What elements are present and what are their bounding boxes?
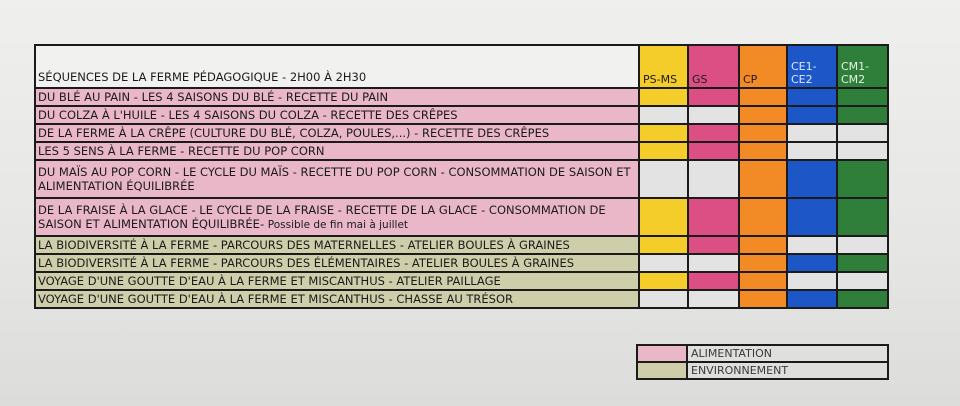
level-cell-ce1-ce2	[787, 160, 837, 198]
level-cell-gs	[688, 88, 739, 106]
table-row	[35, 160, 888, 198]
legend-label-alimentation: ALIMENTATION	[687, 345, 888, 362]
table-row	[35, 290, 888, 308]
level-cell-cm1-cm2	[837, 290, 888, 308]
level-cell-ps-ms	[639, 272, 688, 290]
level-cell-cp	[739, 88, 787, 106]
level-cell-ps-ms	[639, 236, 688, 254]
sequence-label	[35, 160, 639, 198]
table-row	[35, 236, 888, 254]
level-cell-ce1-ce2	[787, 254, 837, 272]
level-cell-ce1-ce2	[787, 124, 837, 142]
level-cell-gs	[688, 198, 739, 236]
sequence-note: Possible de fin mai à juillet	[267, 218, 409, 231]
table-row	[35, 254, 888, 272]
sequence-title: DU COLZA À L'HUILE - LES 4 SAISONS DU COLZA - RECETTE DES CRÊPES	[38, 108, 458, 122]
sequence-title: LA BIODIVERSITÉ À LA FERME - PARCOURS DES ÉLÉMENTAIRES - ATELIER BOULES À GRAINES	[38, 256, 575, 270]
level-cell-gs	[688, 106, 739, 124]
table-row	[35, 272, 888, 290]
level-cell-cp	[739, 272, 787, 290]
level-cell-ps-ms	[639, 198, 688, 236]
level-cell-gs	[688, 124, 739, 142]
level-cell-cp	[739, 254, 787, 272]
legend-row	[637, 345, 888, 362]
sequence-label	[35, 290, 639, 308]
level-cell-cp	[739, 124, 787, 142]
table-row	[35, 142, 888, 160]
level-cell-gs	[688, 160, 739, 198]
level-cell-cm1-cm2	[837, 254, 888, 272]
level-cell-ce1-ce2	[787, 290, 837, 308]
level-cell-ce1-ce2	[787, 142, 837, 160]
table-row	[35, 106, 888, 124]
sequence-label	[35, 198, 639, 236]
level-header-gs: GS	[688, 45, 739, 88]
level-cell-cp	[739, 290, 787, 308]
level-header-ce1-ce2: CE1- CE2	[787, 45, 837, 88]
sequence-label	[35, 124, 639, 142]
legend-swatch-alimentation	[637, 345, 687, 362]
sequence-title: DE LA FRAISE À LA GLACE - LE CYCLE DE LA FRAISE - RECETTE DE LA GLACE - CONSOMMATION DE SAISON ET ALIMENTATION ÉQUILIBRÉE-	[38, 202, 606, 231]
level-cell-ce1-ce2	[787, 236, 837, 254]
level-cell-ps-ms	[639, 106, 688, 124]
sequence-label	[35, 254, 639, 272]
level-cell-cm1-cm2	[837, 160, 888, 198]
sequence-title: VOYAGE D'UNE GOUTTE D'EAU À LA FERME ET MISCANTHUS - ATELIER PAILLAGE	[38, 274, 501, 288]
level-cell-cp	[739, 198, 787, 236]
level-cell-ps-ms	[639, 124, 688, 142]
sequence-title: LA BIODIVERSITÉ À LA FERME - PARCOURS DES MATERNELLES - ATELIER BOULES À GRAINES	[38, 238, 570, 252]
level-cell-ce1-ce2	[787, 88, 837, 106]
level-header-ps-ms: PS-MS	[639, 45, 688, 88]
level-cell-cm1-cm2	[837, 124, 888, 142]
legend-label-environnement: ENVIRONNEMENT	[687, 362, 888, 379]
table-row	[35, 88, 888, 106]
sequence-label	[35, 88, 639, 106]
level-cell-cm1-cm2	[837, 236, 888, 254]
sequence-title: DE LA FERME À LA CRÊPE (CULTURE DU BLÉ, COLZA, POULES,...) - RECETTE DES CRÊPES	[38, 126, 550, 140]
sequence-label	[35, 272, 639, 290]
level-cell-cp	[739, 160, 787, 198]
level-cell-gs	[688, 236, 739, 254]
sequences-table	[34, 44, 889, 309]
level-cell-ps-ms	[639, 254, 688, 272]
sequence-title: VOYAGE D'UNE GOUTTE D'EAU À LA FERME ET MISCANTHUS - CHASSE AU TRÉSOR	[38, 292, 514, 306]
legend-table	[636, 344, 889, 380]
level-cell-gs	[688, 142, 739, 160]
level-cell-cm1-cm2	[837, 272, 888, 290]
level-cell-cp	[739, 106, 787, 124]
table-row	[35, 124, 888, 142]
level-cell-ce1-ce2	[787, 272, 837, 290]
level-cell-gs	[688, 254, 739, 272]
table-header-row	[35, 45, 888, 88]
sequence-title: DU MAÏS AU POP CORN - LE CYCLE DU MAÏS - RECETTE DU POP CORN - CONSOMMATION DE SAISON ET ALIMENTATION ÉQUILIBRÉE	[38, 165, 631, 193]
level-cell-cm1-cm2	[837, 142, 888, 160]
sequence-label	[35, 142, 639, 160]
level-cell-gs	[688, 290, 739, 308]
level-cell-gs	[688, 272, 739, 290]
level-cell-cp	[739, 142, 787, 160]
level-cell-cp	[739, 236, 787, 254]
sequence-label	[35, 236, 639, 254]
level-cell-ps-ms	[639, 160, 688, 198]
level-header-cp: CP	[739, 45, 787, 88]
level-cell-ce1-ce2	[787, 106, 837, 124]
legend-row	[637, 362, 888, 379]
level-header-cm1-cm2: CM1- CM2	[837, 45, 888, 88]
sequence-title: LES 5 SENS À LA FERME - RECETTE DU POP CORN	[38, 144, 325, 158]
legend-swatch-environnement	[637, 362, 687, 379]
level-cell-cm1-cm2	[837, 106, 888, 124]
level-cell-ps-ms	[639, 142, 688, 160]
level-cell-ps-ms	[639, 88, 688, 106]
level-cell-cm1-cm2	[837, 88, 888, 106]
table-row	[35, 198, 888, 236]
sequence-label	[35, 106, 639, 124]
table-title: SÉQUENCES DE LA FERME PÉDAGOGIQUE - 2H00 À 2H30	[35, 45, 639, 88]
sequence-title: DU BLÉ AU PAIN - LES 4 SAISONS DU BLÉ - RECETTE DU PAIN	[38, 90, 389, 104]
level-cell-cm1-cm2	[837, 198, 888, 236]
level-cell-ps-ms	[639, 290, 688, 308]
level-cell-ce1-ce2	[787, 198, 837, 236]
